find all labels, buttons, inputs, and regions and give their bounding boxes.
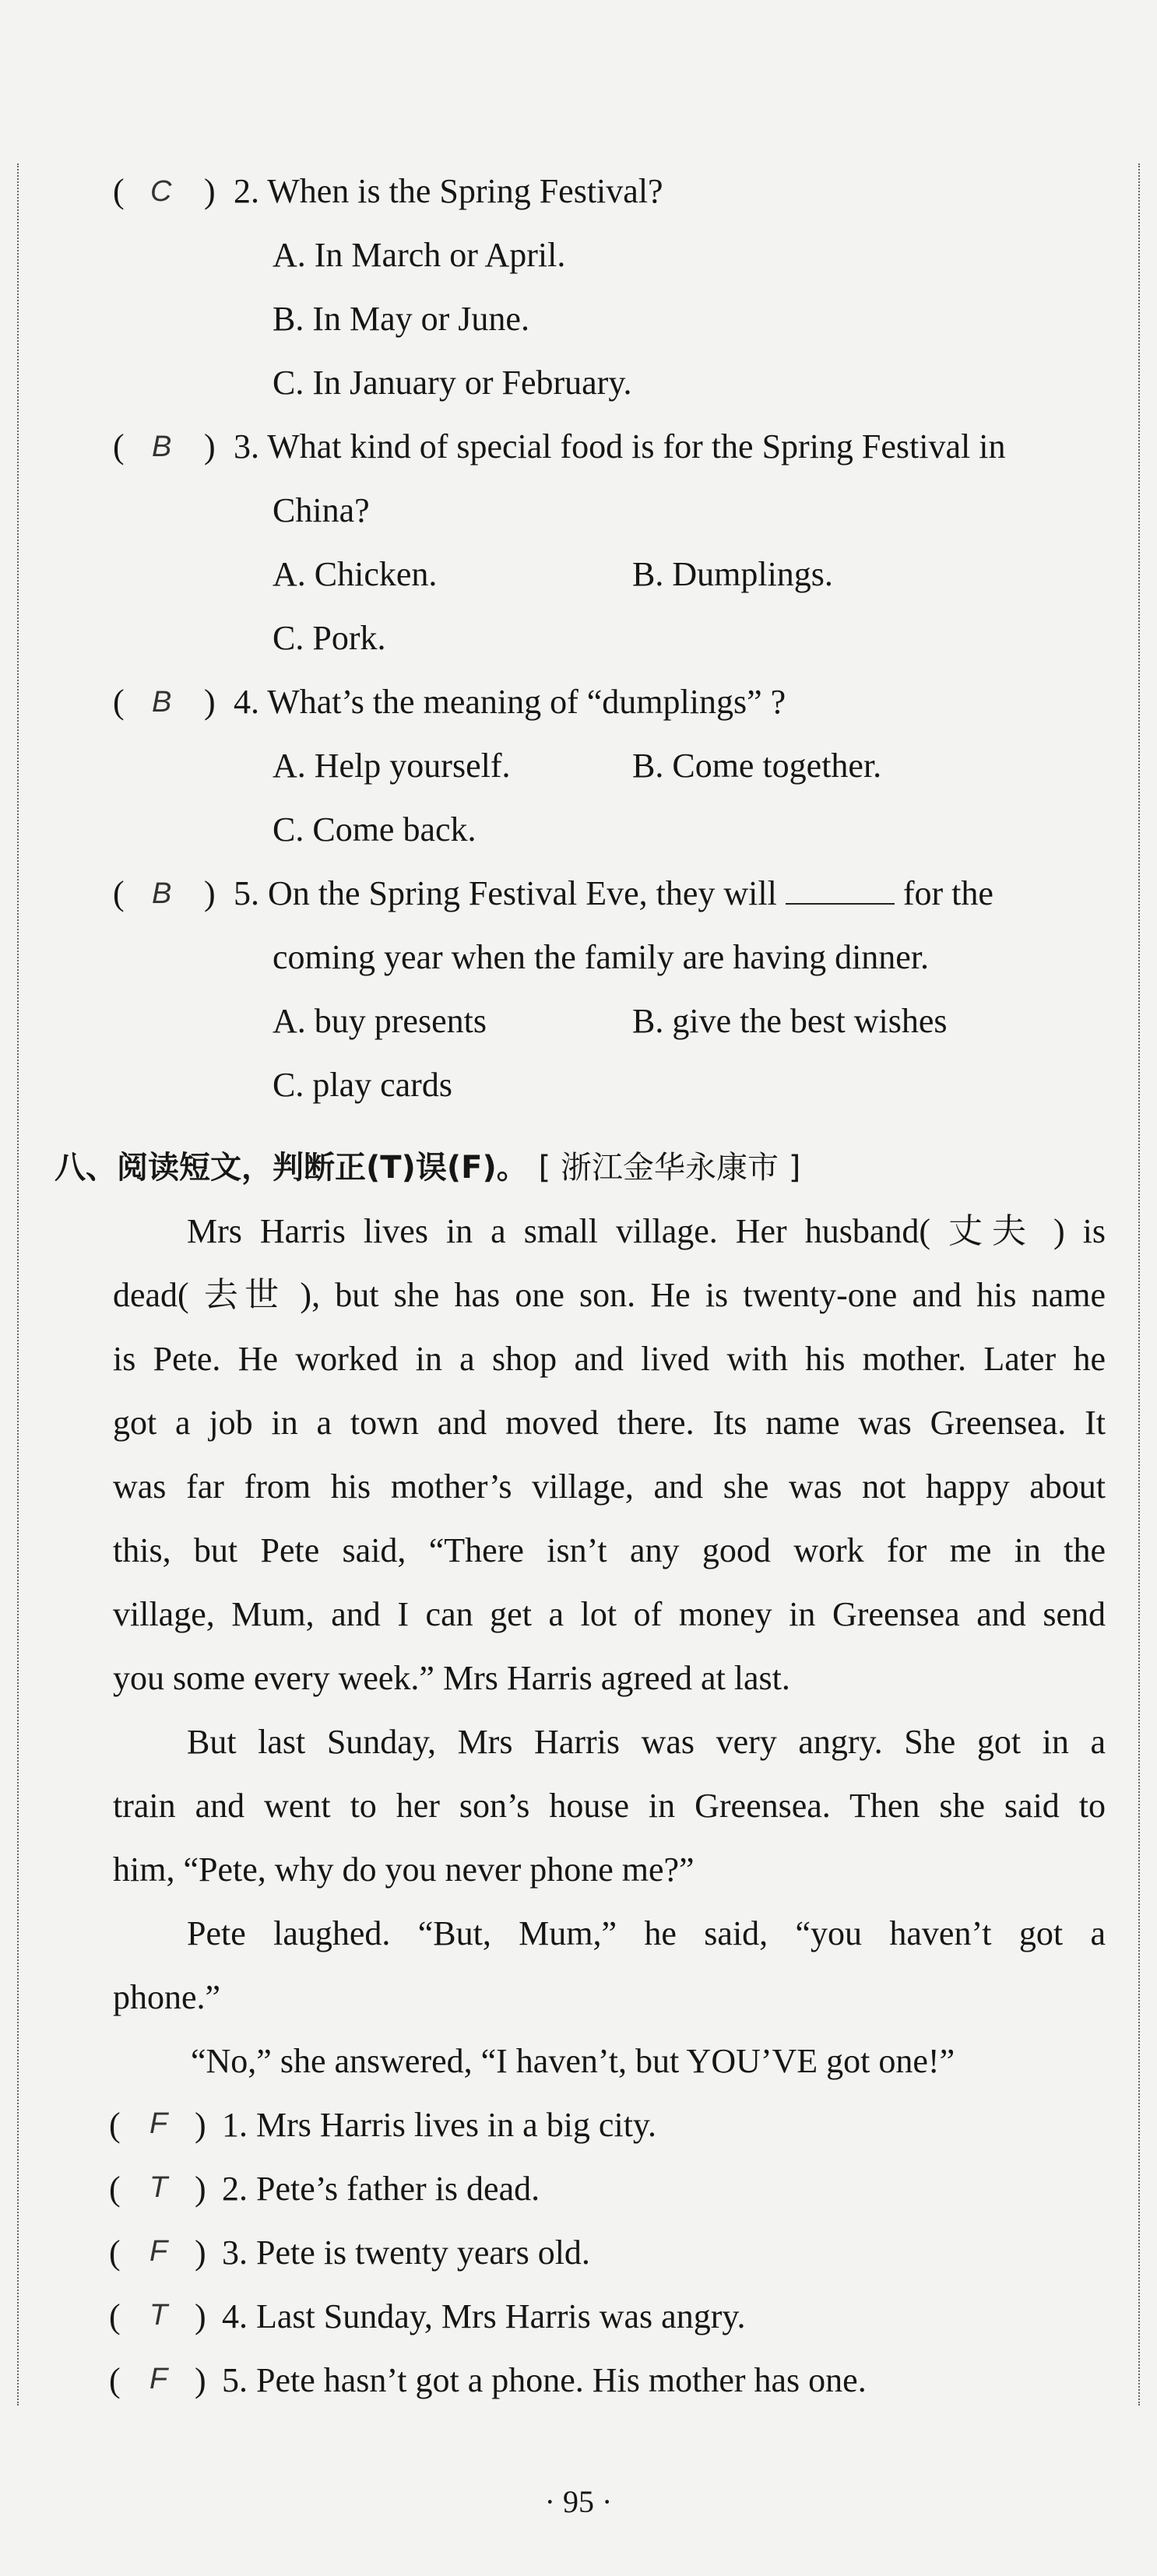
answer-q5: B xyxy=(152,877,172,910)
option-c: C. Pork. xyxy=(273,619,386,657)
tf-statement-4: 4. Last Sunday, Mrs Harris was angry. xyxy=(222,2297,746,2335)
tf-statement-3: 3. Pete is twenty years old. xyxy=(222,2233,590,2272)
answer-bracket-open: ( xyxy=(109,2233,121,2272)
option-c: C. Come back. xyxy=(273,810,477,849)
answer-tf-5: F xyxy=(149,2363,168,2395)
binding-margin-left xyxy=(17,163,19,2406)
option-c: C. In January or February. xyxy=(273,364,632,402)
answer-tf-1: F xyxy=(149,2107,168,2140)
option-a: A. Help yourself. xyxy=(273,747,511,785)
passage-line: train and went to her son’s house in Greensea. Then she said to xyxy=(113,1787,1106,1825)
option-a: A. In March or April. xyxy=(273,236,566,274)
answer-bracket-open: ( xyxy=(113,874,125,912)
passage-line: Pete laughed. “But, Mum,” he said, “you haven’t got a xyxy=(187,1914,1106,1952)
answer-bracket-open: ( xyxy=(109,2106,121,2144)
answer-tf-2: T xyxy=(149,2171,168,2204)
answer-q4: B xyxy=(152,686,172,719)
section-heading xyxy=(55,1146,800,1190)
page-number: · 95 · xyxy=(544,2484,613,2519)
option-a: A. Chicken. xyxy=(273,555,438,593)
option-c: C. play cards xyxy=(273,1066,452,1104)
answer-bracket-close: ) xyxy=(195,2297,206,2335)
question-2: 2. When is the Spring Festival? xyxy=(234,172,663,210)
passage-line: this, but Pete said, “There isn’t any good work for me in the xyxy=(113,1531,1106,1569)
tf-statement-5: 5. Pete hasn’t got a phone. His mother has one. xyxy=(222,2361,867,2399)
passage-line: you some every week.” Mrs Harris agreed at last. xyxy=(113,1659,790,1697)
passage-line: Mrs Harris lives in a small village. Her husband( 丈夫 ) is xyxy=(187,1212,1106,1250)
section-source: [ 浙江金华永康市 ] xyxy=(538,1150,801,1186)
answer-bracket-open: ( xyxy=(109,2361,121,2399)
fill-blank xyxy=(786,875,895,905)
answer-bracket-close: ) xyxy=(204,427,216,466)
passage-line: dead( 去世 ), but she has one son. He is twenty-one and his name xyxy=(113,1276,1106,1314)
answer-bracket-close: ) xyxy=(204,874,216,912)
answer-q3: B xyxy=(152,431,172,463)
question-4: 4. What’s the meaning of “dumplings” ? xyxy=(234,683,786,721)
answer-bracket-open: ( xyxy=(113,172,125,210)
option-b: B. In May or June. xyxy=(273,300,529,338)
answer-bracket-close: ) xyxy=(195,2361,206,2399)
question-5 xyxy=(234,872,993,915)
question-5-cont: coming year when the family are having dinner. xyxy=(273,938,930,976)
option-a: A. buy presents xyxy=(273,1002,487,1040)
passage-line: village, Mum, and I can get a lot of money in Greensea and send xyxy=(113,1595,1106,1633)
answer-bracket-close: ) xyxy=(204,683,216,721)
section-title: 八、阅读短文，判断正(T)误(F)。 xyxy=(55,1150,528,1186)
answer-bracket-close: ) xyxy=(195,2233,206,2272)
answer-tf-4: T xyxy=(149,2299,168,2332)
answer-bracket-open: ( xyxy=(113,683,125,721)
answer-bracket-open: ( xyxy=(109,2297,121,2335)
passage-line: was far from his mother’s village, and she was not happy about xyxy=(113,1467,1106,1506)
answer-bracket-close: ) xyxy=(204,172,216,210)
option-b: B. give the best wishes xyxy=(632,1002,948,1040)
option-b: B. Dumplings. xyxy=(632,555,833,593)
tf-statement-1: 1. Mrs Harris lives in a big city. xyxy=(222,2106,657,2144)
answer-bracket-close: ) xyxy=(195,2170,206,2208)
question-3-cont: China? xyxy=(273,491,370,529)
question-3: 3. What kind of special food is for the Spring Festival in xyxy=(234,427,1006,466)
passage-line: “No,” she answered, “I haven’t, but YOU’VE got one!” xyxy=(191,2042,955,2080)
answer-bracket-close: ) xyxy=(195,2106,206,2144)
answer-q2: C xyxy=(150,175,172,208)
passage-line: is Pete. He worked in a shop and lived with his mother. Later he xyxy=(113,1340,1106,1378)
answer-tf-3: F xyxy=(149,2235,168,2268)
answer-bracket-open: ( xyxy=(113,427,125,466)
passage-line: him, “Pete, why do you never phone me?” xyxy=(113,1850,695,1889)
tf-statement-2: 2. Pete’s father is dead. xyxy=(222,2170,540,2208)
passage-line: But last Sunday, Mrs Harris was very angry. She got in a xyxy=(187,1723,1106,1761)
passage-line: phone.” xyxy=(113,1978,221,2016)
question-5-text: 5. On the Spring Festival Eve, they will xyxy=(234,874,777,912)
question-5-text-after: for the xyxy=(902,874,993,912)
answer-bracket-open: ( xyxy=(109,2170,121,2208)
binding-margin-right xyxy=(1138,163,1140,2406)
option-b: B. Come together. xyxy=(632,747,882,785)
passage-line: got a job in a town and moved there. Its name was Greensea. It xyxy=(113,1404,1106,1442)
